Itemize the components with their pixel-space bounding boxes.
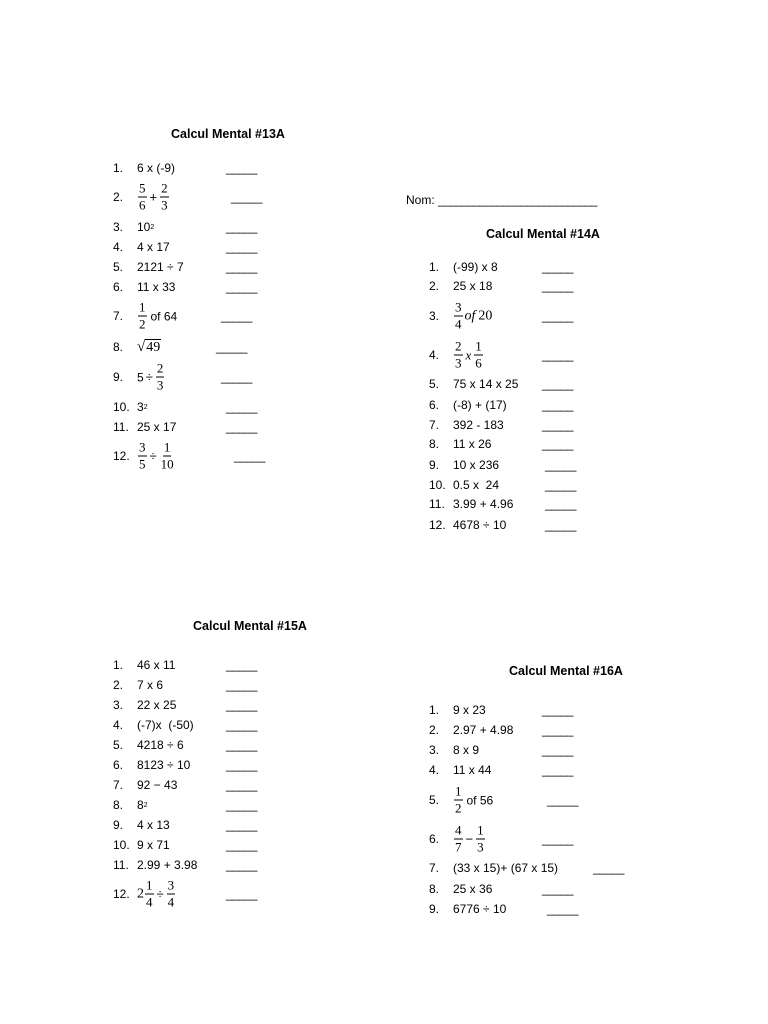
problem-number: 6. <box>113 280 124 294</box>
answer-blank: _____ <box>216 340 247 354</box>
problem-13a-9 <box>113 360 273 393</box>
answer-blank: _____ <box>226 738 257 752</box>
exponent: 2 <box>150 223 155 231</box>
problem-15a-1 <box>113 655 273 675</box>
problem-number: 4. <box>113 240 124 254</box>
problem-number: 11. <box>113 420 129 434</box>
problem-13a-8 <box>113 337 273 357</box>
title-14a: Calcul Mental #14A <box>486 227 600 241</box>
answer-blank: _____ <box>226 778 257 792</box>
name-field <box>406 193 597 207</box>
answer-blank: _____ <box>542 703 573 717</box>
problem-16a-5 <box>429 783 589 816</box>
problem-expression: 9 x 23 <box>453 703 486 717</box>
answer-blank: _____ <box>221 309 252 323</box>
problem-15a-8 <box>113 795 273 815</box>
problem-15a-3 <box>113 695 273 715</box>
problem-14a-1 <box>429 257 589 277</box>
problem-expression: 2 $\frac{1}{4}$ ÷ $\frac{3}{4}$ <box>137 877 175 910</box>
answer-blank: _____ <box>542 882 573 896</box>
answer-blank: _____ <box>226 400 257 414</box>
square-root: √ 49 <box>137 339 161 355</box>
problem-expression: 4218 ÷ 6 <box>137 738 184 752</box>
problem-number: 6. <box>113 758 124 772</box>
problem-expression: 9 x 71 <box>137 838 170 852</box>
fraction: $\frac{4}{7}$ <box>455 822 462 855</box>
problem-expression: 92 − 43 <box>137 778 178 792</box>
problem-15a-10 <box>113 835 273 855</box>
problem-number: 12. <box>113 887 130 901</box>
fraction: $\frac{1}{3}$ <box>477 822 484 855</box>
fraction: $\frac{1}{4}$ <box>146 877 153 910</box>
problem-14a-3 <box>429 299 589 332</box>
answer-blank: _____ <box>593 861 624 875</box>
problem-13a-3 <box>113 217 273 237</box>
problem-number: 8. <box>113 340 124 354</box>
answer-blank: _____ <box>226 220 257 234</box>
problem-number: 7. <box>113 309 124 323</box>
operator: − <box>465 831 474 847</box>
problem-number: 2. <box>429 723 440 737</box>
problem-15a-6 <box>113 755 273 775</box>
problem-13a-10 <box>113 397 273 417</box>
problem-number: 11. <box>429 497 445 511</box>
problem-number: 10. <box>113 838 130 852</box>
problem-number: 5. <box>113 738 124 752</box>
problem-expression: 5 ÷ $\frac{2}{3}$ <box>137 360 164 393</box>
problem-15a-12 <box>113 877 273 910</box>
problem-number: 9. <box>113 818 124 832</box>
problem-15a-4 <box>113 715 273 735</box>
problem-number: 12. <box>429 518 446 532</box>
problem-expression: $\frac{1}{2}$ of 56 <box>455 783 494 816</box>
fraction: $\frac{1}{2}$ <box>139 299 146 332</box>
problem-14a-8 <box>429 434 589 454</box>
answer-blank: _____ <box>226 698 257 712</box>
problem-number: 5. <box>113 260 124 274</box>
problem-15a-11 <box>113 855 273 875</box>
fraction: $\frac{1}{6}$ <box>475 338 482 371</box>
problem-number: 1. <box>113 658 124 672</box>
problem-expression: 2.97 + 4.98 <box>453 723 514 737</box>
problem-expression: 8 x 9 <box>453 743 480 757</box>
problem-number: 10. <box>429 478 446 492</box>
problem-expression: 3.99 + 4.96 <box>453 497 514 511</box>
problem-13a-2 <box>113 180 273 213</box>
operator: x <box>465 347 472 362</box>
problem-13a-5 <box>113 257 273 277</box>
problem-14a-5 <box>429 374 589 394</box>
problem-expression: 6776 ÷ 10 <box>453 902 507 916</box>
problem-expression: 8 2 <box>137 798 148 812</box>
answer-blank: _____ <box>226 798 257 812</box>
answer-blank: _____ <box>542 377 573 391</box>
answer-blank: _____ <box>226 718 257 732</box>
problem-expression: 75 x 14 x 25 <box>453 377 519 391</box>
problem-16a-3 <box>429 740 589 760</box>
answer-blank: _____ <box>542 723 573 737</box>
problem-number: 1. <box>113 161 124 175</box>
problem-16a-1 <box>429 700 589 720</box>
problem-expression <box>137 339 161 355</box>
title-13a: Calcul Mental #13A <box>171 127 285 141</box>
problem-expression: (-8) + (17) <box>453 398 507 412</box>
answer-blank: _____ <box>542 437 573 451</box>
answer-blank: _____ <box>542 309 573 323</box>
answer-blank: _____ <box>226 678 257 692</box>
answer-blank: _____ <box>545 518 576 532</box>
problem-14a-10 <box>429 475 589 495</box>
problem-expression: 46 x 11 <box>137 658 176 672</box>
problem-number: 5. <box>429 377 440 391</box>
answer-blank: _____ <box>547 793 578 807</box>
problem-14a-12 <box>429 515 589 535</box>
exponent: 2 <box>143 801 148 809</box>
problem-16a-7 <box>429 858 639 878</box>
problem-number: 2. <box>113 678 124 692</box>
problem-number: 1. <box>429 260 440 274</box>
answer-blank: _____ <box>226 818 257 832</box>
problem-expression: (33 x 15)+ (67 x 15) <box>453 861 559 875</box>
answer-blank: _____ <box>545 458 576 472</box>
problem-number: 3. <box>113 220 124 234</box>
name-label: Nom: <box>406 193 435 207</box>
problem-number: 8. <box>113 798 124 812</box>
operator: ÷ <box>156 886 164 902</box>
problem-16a-6 <box>429 822 589 855</box>
problem-14a-7 <box>429 415 589 435</box>
problem-number: 2. <box>113 190 124 204</box>
problem-number: 3. <box>429 309 440 323</box>
problem-14a-6 <box>429 395 589 415</box>
problem-number: 7. <box>429 861 440 875</box>
fraction: $\frac{1}{2}$ <box>455 783 462 816</box>
problem-number: 3. <box>113 698 124 712</box>
problem-expression: 7 x 6 <box>137 678 164 692</box>
problem-number: 11. <box>113 858 129 872</box>
name-line: ___________________________ <box>438 193 597 207</box>
answer-blank: _____ <box>231 190 262 204</box>
title-15a: Calcul Mental #15A <box>193 619 307 633</box>
problem-expression: 2121 ÷ 7 <box>137 260 184 274</box>
problem-14a-11 <box>429 494 589 514</box>
answer-blank: _____ <box>542 398 573 412</box>
problem-expression <box>137 182 170 213</box>
answer-blank: _____ <box>542 260 573 274</box>
answer-blank: _____ <box>226 887 257 901</box>
problem-expression: $\frac{1}{2}$ of 64 <box>139 299 178 332</box>
answer-blank: _____ <box>542 279 573 293</box>
fraction: $\frac{5}{6}$ <box>139 180 146 213</box>
problem-13a-6 <box>113 277 273 297</box>
problem-number: 3. <box>429 743 440 757</box>
problem-expression <box>453 340 484 371</box>
fraction: $\frac{3}{5}$ <box>139 439 146 472</box>
problem-expression: $\frac{3}{4}$ of 20 <box>455 299 493 332</box>
problem-number: 1. <box>429 703 440 717</box>
problem-13a-7 <box>113 299 273 332</box>
problem-16a-2 <box>429 720 589 740</box>
problem-13a-11 <box>113 417 273 437</box>
problem-number: 6. <box>429 398 440 412</box>
problem-14a-2 <box>429 276 589 296</box>
answer-blank: _____ <box>226 758 257 772</box>
fraction: $\frac{1}{10}$ <box>160 439 174 472</box>
problem-expression: 25 x 17 <box>137 420 177 434</box>
answer-blank: _____ <box>547 902 578 916</box>
problem-13a-4 <box>113 237 273 257</box>
problem-13a-12 <box>113 439 273 472</box>
problem-expression: 4 x 17 <box>137 240 170 254</box>
problem-16a-9 <box>429 899 589 919</box>
problem-expression: 25 x 18 <box>453 279 493 293</box>
answer-blank: _____ <box>226 838 257 852</box>
problem-expression: 4678 ÷ 10 <box>453 518 507 532</box>
answer-blank: _____ <box>226 658 257 672</box>
problem-expression: 11 x 26 <box>453 437 492 451</box>
answer-blank: _____ <box>542 743 573 757</box>
fraction: $\frac{3}{4}$ <box>455 299 462 332</box>
answer-blank: _____ <box>226 858 257 872</box>
problem-15a-7 <box>113 775 273 795</box>
operator: + <box>149 189 158 205</box>
answer-blank: _____ <box>234 449 265 463</box>
problem-16a-4 <box>429 760 589 780</box>
problem-15a-2 <box>113 675 273 695</box>
problem-number: 4. <box>429 348 440 362</box>
exponent: 2 <box>143 403 148 411</box>
answer-blank: _____ <box>226 280 257 294</box>
problem-number: 8. <box>429 437 440 451</box>
answer-blank: _____ <box>542 418 573 432</box>
title-16a: Calcul Mental #16A <box>509 664 623 678</box>
answer-blank: _____ <box>542 763 573 777</box>
answer-blank: _____ <box>226 420 257 434</box>
problem-expression: 11 x 33 <box>137 280 176 294</box>
answer-blank: _____ <box>542 348 573 362</box>
problem-13a-1 <box>113 158 273 178</box>
problem-expression <box>137 441 176 472</box>
problem-number: 8. <box>429 882 440 896</box>
answer-blank: _____ <box>545 497 576 511</box>
problem-expression: 11 x 44 <box>453 763 492 777</box>
fraction: $\frac{2}{3}$ <box>156 360 164 393</box>
problem-expression <box>453 824 486 855</box>
problem-expression: (-7)x (-50) <box>137 718 194 732</box>
problem-expression: 10 x 236 <box>453 458 500 472</box>
problem-number: 10. <box>113 400 130 414</box>
operator: ÷ <box>145 369 153 385</box>
fraction: $\frac{2}{3}$ <box>455 338 462 371</box>
problem-expression: 2.99 + 3.98 <box>137 858 198 872</box>
operator: ÷ <box>149 448 157 464</box>
problem-number: 7. <box>429 418 440 432</box>
problem-number: 6. <box>429 832 440 846</box>
answer-blank: _____ <box>226 161 257 175</box>
problem-number: 2. <box>429 279 440 293</box>
problem-number: 5. <box>429 793 440 807</box>
fraction: $\frac{3}{4}$ <box>167 877 175 910</box>
problem-expression: 25 x 36 <box>453 882 493 896</box>
problem-number: 4. <box>429 763 440 777</box>
problem-number: 9. <box>429 902 440 916</box>
problem-expression: (-99) x 8 <box>453 260 498 274</box>
problem-expression: 3 2 <box>137 400 148 414</box>
problem-expression: 392 - 183 <box>453 418 504 432</box>
problem-expression: 8123 ÷ 10 <box>137 758 191 772</box>
fraction: $\frac{2}{3}$ <box>161 180 168 213</box>
problem-14a-9 <box>429 455 589 475</box>
answer-blank: _____ <box>226 240 257 254</box>
problem-14a-4 <box>429 338 589 371</box>
problem-expression: 6 x (-9) <box>137 161 176 175</box>
problem-16a-8 <box>429 879 589 899</box>
problem-expression: 4 x 13 <box>137 818 170 832</box>
problem-expression: 22 x 25 <box>137 698 177 712</box>
answer-blank: _____ <box>542 832 573 846</box>
problem-15a-9 <box>113 815 273 835</box>
problem-15a-5 <box>113 735 273 755</box>
problem-expression: 0.5 x 24 <box>453 478 500 492</box>
answer-blank: _____ <box>226 260 257 274</box>
problem-expression: 10 2 <box>137 220 155 234</box>
problem-number: 7. <box>113 778 124 792</box>
answer-blank: _____ <box>221 370 252 384</box>
problem-number: 9. <box>113 370 124 384</box>
answer-blank: _____ <box>545 478 576 492</box>
problem-number: 12. <box>113 449 130 463</box>
problem-number: 4. <box>113 718 124 732</box>
problem-number: 9. <box>429 458 440 472</box>
